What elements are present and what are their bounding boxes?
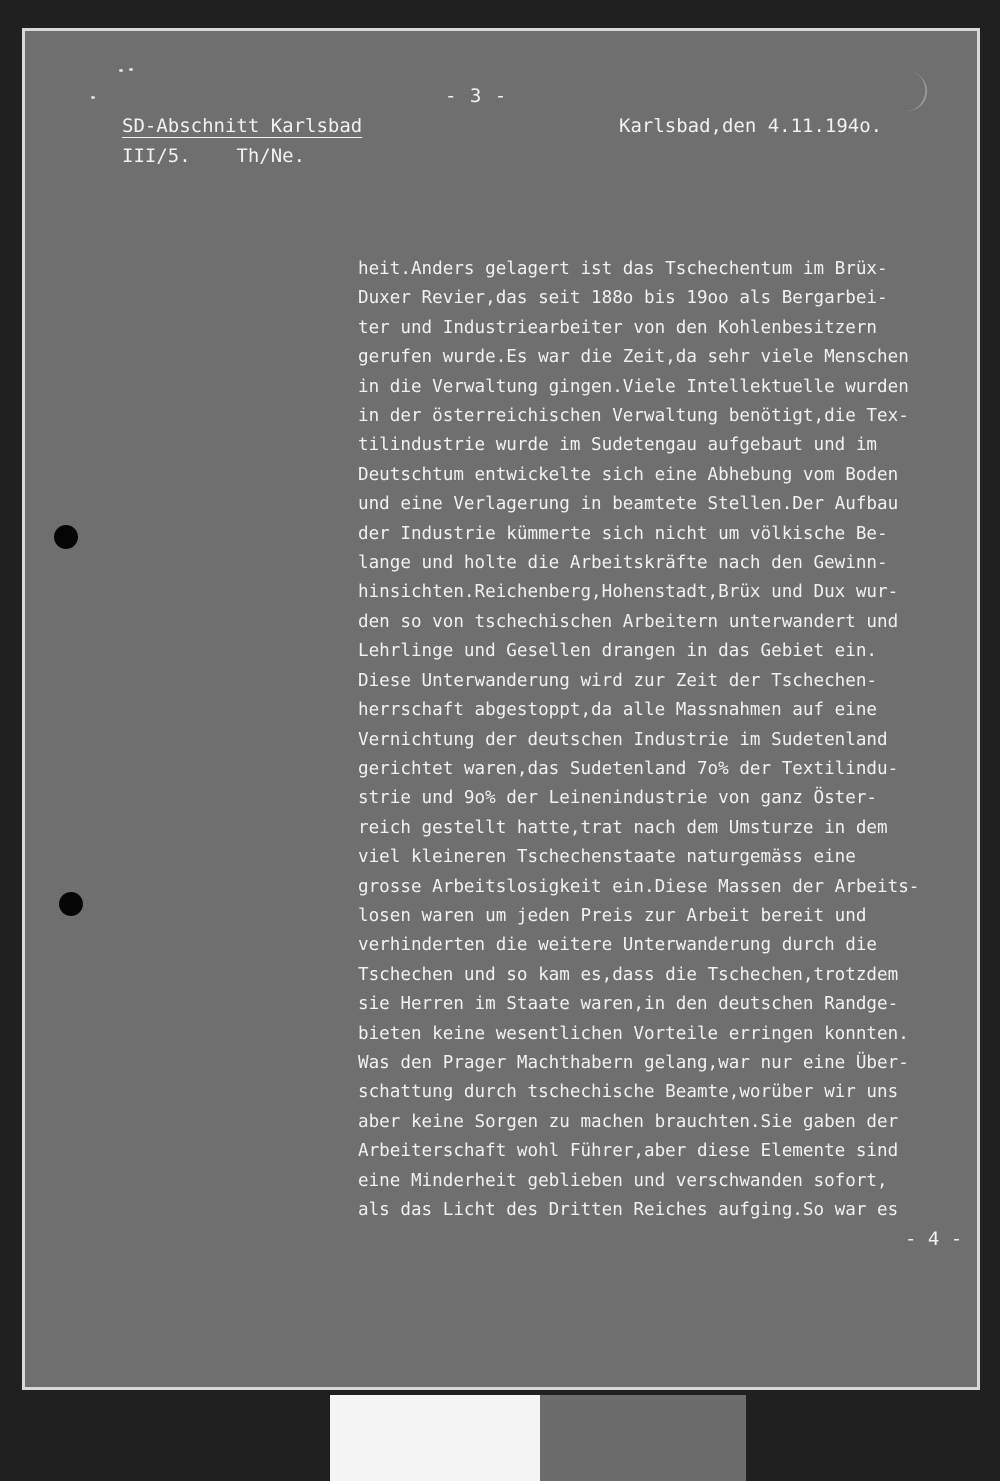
- text-line: Was den Prager Machthabern gelang,war nur eine Über-: [358, 1052, 909, 1073]
- text-line: schattung durch tschechische Beamte,worüber wir uns: [358, 1082, 899, 1103]
- text-line: eine Minderheit geblieben und verschwanden sofort,: [358, 1170, 888, 1191]
- text-line: hinsichten.Reichenberg,Hohenstadt,Brüx und Dux wur-: [358, 582, 899, 603]
- text-line: aber keine Sorgen zu machen brauchten.Sie gaben der: [358, 1111, 899, 1132]
- body-text: [358, 255, 919, 1225]
- text-line: bieten keine wesentlichen Vorteile erringen konnten.: [358, 1023, 909, 1044]
- next-page-marker: - 4 -: [905, 1228, 963, 1250]
- punch-hole: [54, 525, 78, 549]
- ink-speck: [119, 69, 123, 72]
- place-date: Karlsbad,den 4.11.194o.: [619, 115, 883, 137]
- text-line: den so von tschechischen Arbeitern unterwandert und: [358, 611, 899, 632]
- ink-speck: [91, 96, 95, 99]
- text-line: und eine Verlagerung in beamtete Stellen.Der Aufbau: [358, 494, 899, 515]
- text-line: Arbeiterschaft wohl Führer,aber diese Elemente sind: [358, 1141, 899, 1162]
- text-line: Deutschtum entwickelte sich eine Abhebung vom Boden: [358, 464, 899, 485]
- reference-line: III/5. Th/Ne.: [122, 145, 306, 167]
- text-line: sie Herren im Staate waren,in den deutschen Randge-: [358, 994, 899, 1015]
- text-line: Lehrlinge und Gesellen drangen in das Gebiet ein.: [358, 641, 878, 662]
- text-line: heit.Anders gelagert ist das Tschechentum im Brüx-: [358, 259, 888, 279]
- text-line: viel kleineren Tschechenstaate naturgemäss eine: [358, 847, 856, 868]
- punch-hole: [59, 892, 83, 916]
- text-line: verhinderten die weitere Unterwanderung durch die: [358, 935, 878, 956]
- text-line: tilindustrie wurde im Sudetengau aufgebaut und im: [358, 435, 878, 456]
- text-line: als das Licht des Dritten Reiches aufging.So war es: [358, 1200, 899, 1220]
- text-line: losen waren um jeden Preis zur Arbeit bereit und: [358, 905, 867, 926]
- ink-speck: [129, 68, 133, 71]
- page-number: - 3 -: [445, 85, 508, 107]
- text-line: Diese Unterwanderung wird zur Zeit der Tschechen-: [358, 670, 878, 691]
- text-line: herrschaft abgestoppt,da alle Massnahmen auf eine: [358, 700, 878, 721]
- text-line: gerufen wurde.Es war die Zeit,da sehr viele Menschen: [358, 347, 909, 368]
- text-line: in der österreichischen Verwaltung benötigt,die Tex-: [358, 406, 909, 427]
- text-line: ter und Industriearbeiter von den Kohlenbesitzern: [358, 317, 878, 338]
- calibration-strip-grey: [540, 1395, 746, 1481]
- text-line: Duxer Revier,das seit 188o bis 19oo als Bergarbei-: [358, 288, 888, 309]
- text-line: in die Verwaltung gingen.Viele Intellektuelle wurden: [358, 376, 909, 397]
- calibration-strip-white: [330, 1395, 540, 1481]
- text-line: gerichtet waren,das Sudetenland 7o% der Textilindu-: [358, 758, 899, 779]
- typewritten-sheet: [22, 28, 980, 1390]
- text-line: grosse Arbeitslosigkeit ein.Diese Massen der Arbeits-: [358, 876, 920, 897]
- text-line: reich gestellt hatte,trat nach dem Umsturze in dem: [358, 817, 888, 838]
- text-line: der Industrie kümmerte sich nicht um völkische Be-: [358, 523, 888, 544]
- text-line: Tschechen und so kam es,dass die Tschechen,trotzdem: [358, 964, 899, 985]
- text-line: lange und holte die Arbeitskräfte nach den Gewinn-: [358, 553, 888, 574]
- text-line: Vernichtung der deutschen Industrie im Sudetenland: [358, 729, 888, 750]
- text-line: strie und 9o% der Leinenindustrie von ganz Öster-: [358, 788, 878, 809]
- pencil-mark: [901, 71, 931, 115]
- office-heading: SD-Abschnitt Karlsbad: [122, 115, 363, 137]
